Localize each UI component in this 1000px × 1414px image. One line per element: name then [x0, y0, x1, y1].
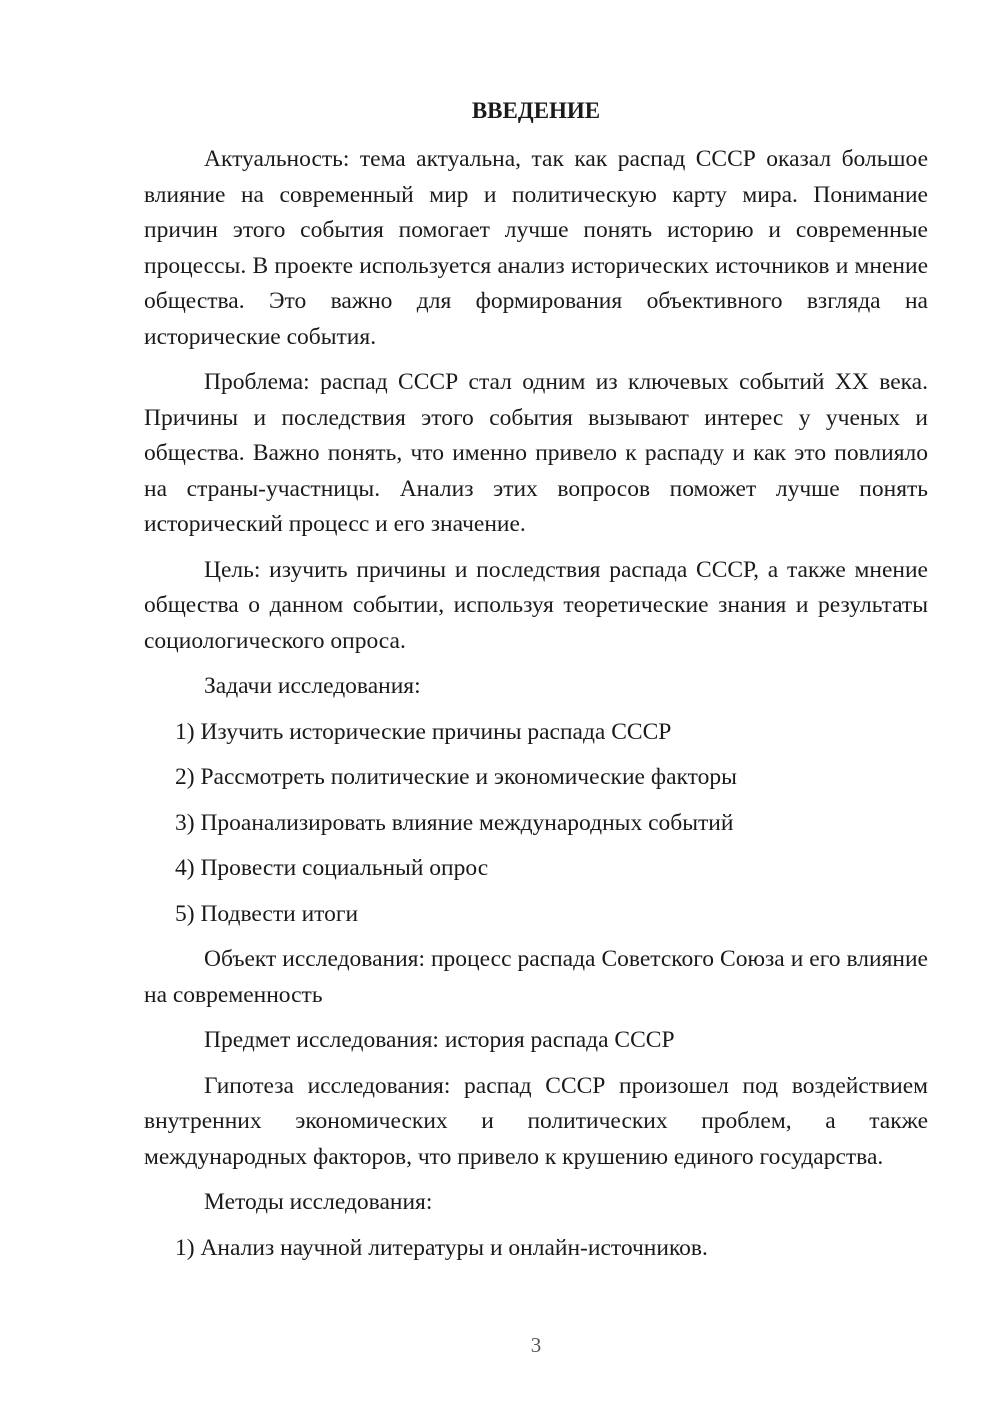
methods-list [144, 1231, 928, 1267]
list-item: 1) Анализ научной литературы и онлайн-источников. [175, 1234, 708, 1261]
list-item: 2) Рассмотреть политические и экономические факторы [175, 764, 737, 790]
tasks-heading: Задачи исследования: [204, 673, 421, 699]
list-item: 1) Изучить исторические причины распада СССР [175, 718, 672, 745]
paragraph-subject: Предмет исследования: история распада СССР [204, 1027, 675, 1053]
page-title: ВВЕДЕНИЕ [471, 98, 601, 123]
paragraph-hypothesis: Гипотеза исследования: распад СССР произошел под воздействием внутренних экономических и политических проблем, а также международных факторов, что привело к крушению единого государства. [144, 1072, 928, 1170]
list-item: 5) Подвести итоги [175, 900, 359, 927]
tasks-list [144, 715, 928, 933]
paragraph-relevance: Актуальность: тема актуальна, так как распад СССР оказал большое влияние на современный мир и политическую карту мира. Понимание причин этого события помогает лучше понять историю и современные процессы. В проекте используется анализ исторических источников и мнение общества. Это важно для формирования объективного взгляда на исторические события. [144, 146, 928, 350]
paragraph-goal: Цель: изучить причины и последствия распада СССР, а также мнение общества о данном событии, используя теоретические знания и результаты социологического опроса. [144, 556, 928, 654]
list-item: 4) Провести социальный опрос [175, 855, 489, 881]
paragraph-problem: Проблема: распад СССР стал одним из ключевых событий XX века. Причины и последствия этого события вызывают интерес у ученых и общества. Важно понять, что именно привело к распаду и как это повлияло на страны-участницы. Анализ этих вопросов поможет лучше понять исторический процесс и его значение. [144, 369, 928, 537]
page-number: 3 [530, 1333, 542, 1357]
paragraph-object: Объект исследования: процесс распада Советского Союза и его влияние на современность [144, 946, 928, 1008]
document-body [144, 142, 928, 1266]
list-item: 3) Проанализировать влияние международных событий [175, 809, 734, 836]
methods-heading: Методы исследования: [204, 1189, 433, 1215]
